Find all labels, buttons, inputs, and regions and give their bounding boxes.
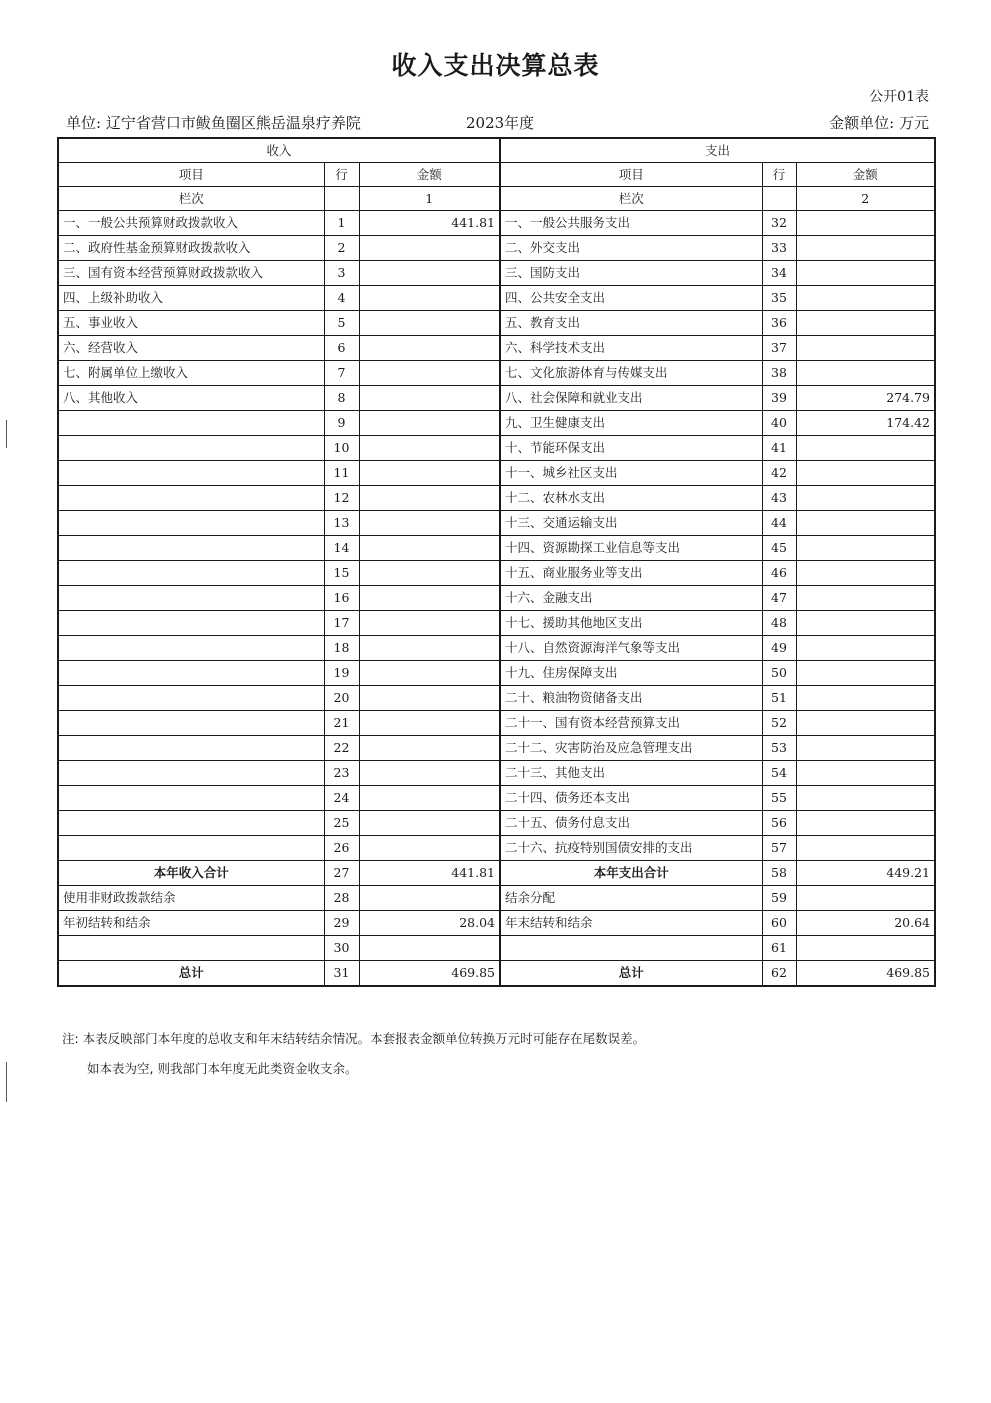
expense-item-cell: 十、节能环保支出 xyxy=(500,436,762,461)
expense-amount-cell: 20.64 xyxy=(796,911,935,936)
expense-amount-cell xyxy=(796,811,935,836)
income-amount-cell xyxy=(359,711,500,736)
income-amount-cell xyxy=(359,236,500,261)
income-item-cell: 三、国有资本经营预算财政拨款收入 xyxy=(58,261,324,286)
income-amount-cell xyxy=(359,661,500,686)
income-amount-cell xyxy=(359,736,500,761)
expense-item-cell: 二十一、国有资本经营预算支出 xyxy=(500,711,762,736)
income-row-cell: 21 xyxy=(324,711,359,736)
expense-amount-cell xyxy=(796,336,935,361)
expense-item-cell: 二十六、抗疫特别国债安排的支出 xyxy=(500,836,762,861)
income-amount-cell: 441.81 xyxy=(359,211,500,236)
income-item-cell xyxy=(58,661,324,686)
page-title: 收入支出决算总表 xyxy=(391,51,600,80)
income-item-cell xyxy=(58,686,324,711)
expense-amount-cell xyxy=(796,661,935,686)
table-row xyxy=(58,786,935,811)
income-amount-cell xyxy=(359,336,500,361)
income-amount-cell: 441.81 xyxy=(359,861,500,886)
table-row xyxy=(58,261,935,286)
expense-item-cell: 十五、商业服务业等支出 xyxy=(500,561,762,586)
income-row-cell: 25 xyxy=(324,811,359,836)
income-amount-cell xyxy=(359,836,500,861)
income-amount-cell xyxy=(359,286,500,311)
table-row xyxy=(58,686,935,711)
income-item-cell xyxy=(58,611,324,636)
income-row-cell: 23 xyxy=(324,761,359,786)
amount-unit-label: 金额单位: 万元 xyxy=(829,114,929,132)
expense-item-cell xyxy=(500,936,762,961)
unit-label: 单位: 辽宁省营口市鲅鱼圈区熊岳温泉疗养院 xyxy=(66,114,361,132)
income-item-cell xyxy=(58,711,324,736)
income-item-cell xyxy=(58,511,324,536)
income-item-cell: 本年收入合计 xyxy=(58,861,324,886)
income-row-cell: 18 xyxy=(324,636,359,661)
expense-item-cell: 十七、援助其他地区支出 xyxy=(500,611,762,636)
expense-item-cell: 五、教育支出 xyxy=(500,311,762,336)
expense-amount-cell xyxy=(796,436,935,461)
expense-amount-cell xyxy=(796,311,935,336)
expense-amount-cell xyxy=(796,736,935,761)
table-body xyxy=(58,138,935,986)
expense-amount-cell: 469.85 xyxy=(796,961,935,987)
expense-amount-cell xyxy=(796,711,935,736)
income-row-cell: 20 xyxy=(324,686,359,711)
income-item-cell xyxy=(58,561,324,586)
income-item-cell: 使用非财政拨款结余 xyxy=(58,886,324,911)
table-row xyxy=(58,661,935,686)
income-row-cell: 7 xyxy=(324,361,359,386)
expense-item-cell: 二十三、其他支出 xyxy=(500,761,762,786)
income-row-cell: 12 xyxy=(324,486,359,511)
expense-row-cell: 53 xyxy=(762,736,796,761)
income-amount-cell xyxy=(359,461,500,486)
income-amount-cell xyxy=(359,386,500,411)
expense-row-cell: 60 xyxy=(762,911,796,936)
expense-item-header: 项目 xyxy=(500,163,762,187)
expense-item-cell: 四、公共安全支出 xyxy=(500,286,762,311)
expense-amount-cell xyxy=(796,636,935,661)
income-row-cell: 2 xyxy=(324,236,359,261)
expense-row-cell: 58 xyxy=(762,861,796,886)
table-row xyxy=(58,286,935,311)
expense-amount-cell xyxy=(796,286,935,311)
income-amount-cell xyxy=(359,686,500,711)
income-section-header: 收入 xyxy=(58,138,500,163)
expense-amount-cell xyxy=(796,786,935,811)
expense-amount-cell xyxy=(796,261,935,286)
table-number: 公开01表 xyxy=(869,89,929,105)
table-row xyxy=(58,936,935,961)
income-amount-cell xyxy=(359,811,500,836)
income-item-cell xyxy=(58,586,324,611)
income-amount-cell: 28.04 xyxy=(359,911,500,936)
expense-amount-cell xyxy=(796,761,935,786)
table-row xyxy=(58,536,935,561)
expense-row-cell: 51 xyxy=(762,686,796,711)
expense-item-cell: 十四、资源勘探工业信息等支出 xyxy=(500,536,762,561)
expense-row-cell: 45 xyxy=(762,536,796,561)
income-amount-cell xyxy=(359,586,500,611)
expense-row-cell: 62 xyxy=(762,961,796,987)
income-item-cell xyxy=(58,836,324,861)
table-row xyxy=(58,236,935,261)
income-amount-cell: 469.85 xyxy=(359,961,500,987)
expense-item-cell: 十二、农林水支出 xyxy=(500,486,762,511)
expense-seq-number: 2 xyxy=(796,187,935,211)
expense-row-cell: 38 xyxy=(762,361,796,386)
table-row xyxy=(58,961,935,987)
binding-mark-top xyxy=(6,420,7,448)
year-label: 2023年度 xyxy=(466,114,535,132)
binding-mark-bottom xyxy=(6,1062,7,1102)
table-row xyxy=(58,386,935,411)
table-row xyxy=(58,711,935,736)
column-seq-row xyxy=(58,187,935,211)
expense-amount-cell xyxy=(796,511,935,536)
expense-item-cell: 本年支出合计 xyxy=(500,861,762,886)
income-row-cell: 19 xyxy=(324,661,359,686)
expense-row-cell: 44 xyxy=(762,511,796,536)
income-row-cell: 9 xyxy=(324,411,359,436)
income-row-cell: 29 xyxy=(324,911,359,936)
expense-amount-cell xyxy=(796,361,935,386)
income-item-cell: 总计 xyxy=(58,961,324,987)
expense-row-cell: 56 xyxy=(762,811,796,836)
table-row xyxy=(58,361,935,386)
table-row xyxy=(58,761,935,786)
table-row xyxy=(58,561,935,586)
expense-amount-cell xyxy=(796,611,935,636)
expense-amount-cell xyxy=(796,461,935,486)
expense-amount-cell xyxy=(796,561,935,586)
income-item-cell xyxy=(58,436,324,461)
income-amount-header: 金额 xyxy=(359,163,500,187)
income-row-cell: 28 xyxy=(324,886,359,911)
income-row-cell: 14 xyxy=(324,536,359,561)
expense-item-cell: 六、科学技术支出 xyxy=(500,336,762,361)
income-item-cell xyxy=(58,761,324,786)
expense-amount-cell xyxy=(796,536,935,561)
income-seq-label: 栏次 xyxy=(58,187,324,211)
income-amount-cell xyxy=(359,786,500,811)
expense-row-cell: 41 xyxy=(762,436,796,461)
expense-item-cell: 二、外交支出 xyxy=(500,236,762,261)
table-row xyxy=(58,486,935,511)
income-row-cell: 24 xyxy=(324,786,359,811)
income-item-cell: 八、其他收入 xyxy=(58,386,324,411)
expense-amount-cell xyxy=(796,686,935,711)
income-item-cell: 二、政府性基金预算财政拨款收入 xyxy=(58,236,324,261)
income-item-cell xyxy=(58,936,324,961)
expense-item-cell: 十一、城乡社区支出 xyxy=(500,461,762,486)
income-amount-cell xyxy=(359,886,500,911)
income-item-cell: 六、经营收入 xyxy=(58,336,324,361)
expense-item-cell: 七、文化旅游体育与传媒支出 xyxy=(500,361,762,386)
income-row-cell: 26 xyxy=(324,836,359,861)
expense-row-cell: 48 xyxy=(762,611,796,636)
income-item-cell xyxy=(58,786,324,811)
income-row-header: 行 xyxy=(324,163,359,187)
income-amount-cell xyxy=(359,636,500,661)
expense-amount-header: 金额 xyxy=(796,163,935,187)
expense-amount-cell xyxy=(796,936,935,961)
income-amount-cell xyxy=(359,361,500,386)
expense-row-cell: 36 xyxy=(762,311,796,336)
expense-row-cell: 59 xyxy=(762,886,796,911)
expense-item-cell: 二十四、债务还本支出 xyxy=(500,786,762,811)
income-row-cell: 6 xyxy=(324,336,359,361)
expense-amount-cell xyxy=(796,836,935,861)
table-row xyxy=(58,736,935,761)
expense-item-cell: 一、一般公共服务支出 xyxy=(500,211,762,236)
expense-item-cell: 九、卫生健康支出 xyxy=(500,411,762,436)
income-amount-cell xyxy=(359,761,500,786)
table-row xyxy=(58,911,935,936)
income-amount-cell xyxy=(359,261,500,286)
income-item-cell xyxy=(58,536,324,561)
table-row xyxy=(58,211,935,236)
income-seq-row-cell xyxy=(324,187,359,211)
income-row-cell: 11 xyxy=(324,461,359,486)
table-row xyxy=(58,886,935,911)
income-row-cell: 8 xyxy=(324,386,359,411)
expense-row-cell: 37 xyxy=(762,336,796,361)
expense-item-cell: 三、国防支出 xyxy=(500,261,762,286)
notes xyxy=(62,1024,942,1084)
income-amount-cell xyxy=(359,411,500,436)
expense-item-cell: 十三、交通运输支出 xyxy=(500,511,762,536)
expense-item-cell: 二十、粮油物资储备支出 xyxy=(500,686,762,711)
expense-item-cell: 年末结转和结余 xyxy=(500,911,762,936)
table-row xyxy=(58,436,935,461)
expense-row-cell: 61 xyxy=(762,936,796,961)
expense-seq-label: 栏次 xyxy=(500,187,762,211)
income-amount-cell xyxy=(359,311,500,336)
income-amount-cell xyxy=(359,436,500,461)
expense-row-cell: 49 xyxy=(762,636,796,661)
income-row-cell: 4 xyxy=(324,286,359,311)
table-row xyxy=(58,461,935,486)
expense-item-cell: 总计 xyxy=(500,961,762,987)
table-row xyxy=(58,861,935,886)
income-item-cell xyxy=(58,411,324,436)
income-amount-cell xyxy=(359,536,500,561)
expense-item-cell: 十六、金融支出 xyxy=(500,586,762,611)
income-item-cell: 四、上级补助收入 xyxy=(58,286,324,311)
income-item-cell xyxy=(58,461,324,486)
income-row-cell: 22 xyxy=(324,736,359,761)
expense-section-header: 支出 xyxy=(500,138,935,163)
income-seq-number: 1 xyxy=(359,187,500,211)
expense-amount-cell xyxy=(796,486,935,511)
expense-amount-cell xyxy=(796,886,935,911)
table-row xyxy=(58,311,935,336)
expense-row-cell: 54 xyxy=(762,761,796,786)
expense-item-cell: 八、社会保障和就业支出 xyxy=(500,386,762,411)
income-expense-table xyxy=(57,137,936,987)
table-row xyxy=(58,586,935,611)
table-row xyxy=(58,336,935,361)
table-row xyxy=(58,411,935,436)
income-row-cell: 10 xyxy=(324,436,359,461)
income-row-cell: 3 xyxy=(324,261,359,286)
income-item-cell: 五、事业收入 xyxy=(58,311,324,336)
income-row-cell: 30 xyxy=(324,936,359,961)
expense-row-cell: 40 xyxy=(762,411,796,436)
income-item-cell: 一、一般公共预算财政拨款收入 xyxy=(58,211,324,236)
table-row xyxy=(58,636,935,661)
expense-item-cell: 二十二、灾害防治及应急管理支出 xyxy=(500,736,762,761)
income-amount-cell xyxy=(359,511,500,536)
expense-row-cell: 57 xyxy=(762,836,796,861)
table-row xyxy=(58,811,935,836)
expense-amount-cell: 274.79 xyxy=(796,386,935,411)
income-row-cell: 17 xyxy=(324,611,359,636)
expense-row-cell: 47 xyxy=(762,586,796,611)
expense-row-cell: 42 xyxy=(762,461,796,486)
expense-item-cell: 十八、自然资源海洋气象等支出 xyxy=(500,636,762,661)
income-row-cell: 5 xyxy=(324,311,359,336)
expense-row-cell: 43 xyxy=(762,486,796,511)
income-item-cell xyxy=(58,636,324,661)
income-item-cell: 七、附属单位上缴收入 xyxy=(58,361,324,386)
income-item-cell xyxy=(58,736,324,761)
income-row-cell: 1 xyxy=(324,211,359,236)
income-amount-cell xyxy=(359,486,500,511)
expense-row-cell: 52 xyxy=(762,711,796,736)
table-row xyxy=(58,511,935,536)
income-item-cell: 年初结转和结余 xyxy=(58,911,324,936)
income-item-cell xyxy=(58,486,324,511)
income-row-cell: 27 xyxy=(324,861,359,886)
expense-item-cell: 二十五、债务付息支出 xyxy=(500,811,762,836)
column-header-row xyxy=(58,163,935,187)
income-item-cell xyxy=(58,811,324,836)
expense-row-cell: 32 xyxy=(762,211,796,236)
expense-item-cell: 十九、住房保障支出 xyxy=(500,661,762,686)
expense-amount-cell: 174.42 xyxy=(796,411,935,436)
expense-amount-cell xyxy=(796,236,935,261)
expense-row-cell: 35 xyxy=(762,286,796,311)
table-row xyxy=(58,611,935,636)
expense-row-header: 行 xyxy=(762,163,796,187)
expense-row-cell: 46 xyxy=(762,561,796,586)
income-item-header: 项目 xyxy=(58,163,324,187)
income-row-cell: 13 xyxy=(324,511,359,536)
expense-item-cell: 结余分配 xyxy=(500,886,762,911)
income-row-cell: 16 xyxy=(324,586,359,611)
income-amount-cell xyxy=(359,611,500,636)
expense-row-cell: 34 xyxy=(762,261,796,286)
expense-amount-cell xyxy=(796,211,935,236)
expense-seq-row-cell xyxy=(762,187,796,211)
expense-amount-cell: 449.21 xyxy=(796,861,935,886)
income-amount-cell xyxy=(359,936,500,961)
expense-amount-cell xyxy=(796,586,935,611)
expense-row-cell: 55 xyxy=(762,786,796,811)
expense-row-cell: 39 xyxy=(762,386,796,411)
income-row-cell: 31 xyxy=(324,961,359,987)
income-row-cell: 15 xyxy=(324,561,359,586)
section-header-row xyxy=(58,138,935,163)
income-amount-cell xyxy=(359,561,500,586)
table-row xyxy=(58,836,935,861)
note-2: 如本表为空, 则我部门本年度无此类资金收支余。 xyxy=(87,1061,358,1076)
note-1: 注: 本表反映部门本年度的总收支和年末结转结余情况。本套报表金额单位转换万元时可能存在尾数误差。 xyxy=(62,1031,646,1046)
expense-row-cell: 50 xyxy=(762,661,796,686)
expense-row-cell: 33 xyxy=(762,236,796,261)
